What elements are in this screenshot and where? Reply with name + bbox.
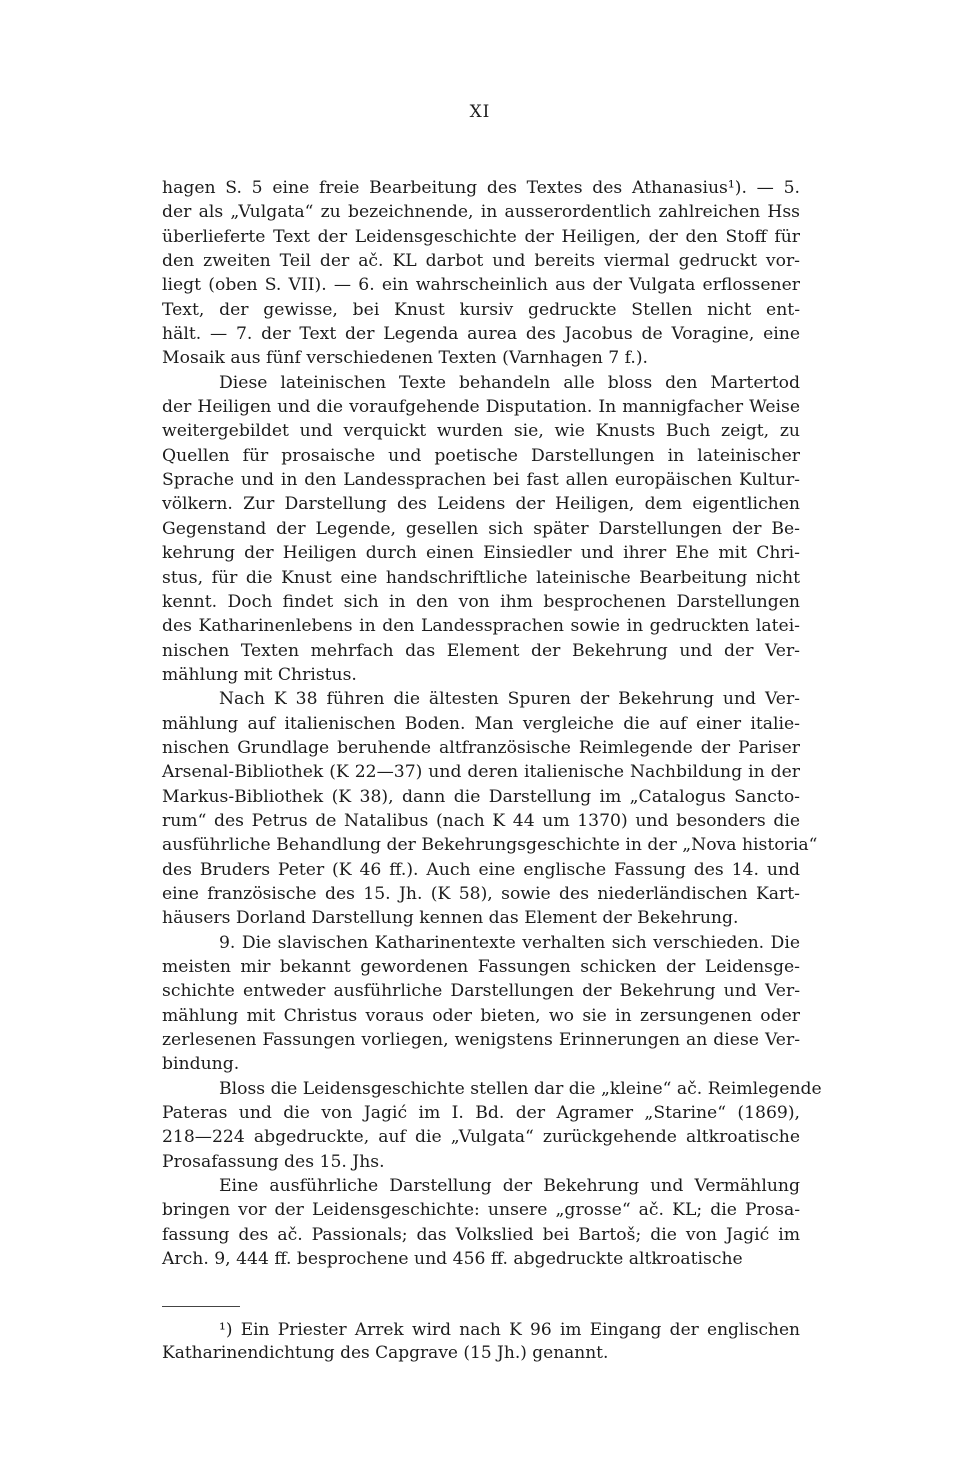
paragraph: [162, 931, 800, 1077]
text-line: Pateras und die von Jagić im I. Bd. der Agramer „Starine“ (1869),: [162, 1103, 800, 1124]
text-line: mählung auf italienischen Boden. Man vergleiche die auf einer italie-: [162, 713, 800, 734]
text-line: Arch. 9, 444 ff. besprochene und 456 ff. abgedruckte altkroatische: [162, 1249, 743, 1270]
text-line: nischen Grundlage beruhende altfranzösische Reimlegende der Pariser: [162, 737, 800, 758]
text-line: völkern. Zur Darstellung des Leidens der Heiligen, dem eigentlichen: [162, 494, 800, 515]
text-line: kennt. Doch findet sich in den von ihm besprochenen Darstellungen: [162, 591, 800, 612]
text-line: zerlesenen Fassungen vorliegen, wenigstens Erinnerungen an diese Ver-: [162, 1030, 800, 1051]
text-line: kehrung der Heiligen durch einen Einsiedler und ihrer Ehe mit Chri-: [162, 543, 800, 564]
text-line: Prosafassung des 15. Jhs.: [162, 1151, 385, 1172]
text-line: Text, der gewisse, bei Knust kursiv gedruckte Stellen nicht ent-: [162, 299, 800, 320]
text-line: eine französische des 15. Jh. (K 58), sowie des niederländischen Kart-: [162, 883, 800, 904]
text-line: der Heiligen und die voraufgehende Disputation. In mannigfacher Weise: [162, 397, 800, 418]
text-line: Bloss die Leidensgeschichte stellen dar die „kleine“ ač. Reimlegende: [219, 1078, 822, 1099]
text-line: 9. Die slavischen Katharinentexte verhalten sich verschieden. Die: [219, 932, 800, 953]
text-line: hagen S. 5 eine freie Bearbeitung des Textes des Athanasius¹). — 5.: [162, 178, 800, 198]
paragraph: [162, 1174, 800, 1271]
footnote: [162, 1319, 800, 1365]
body-text: [162, 176, 822, 1271]
text-line: Arsenal-Bibliothek (K 22—37) und deren italienische Nachbildung in der: [162, 762, 800, 783]
text-line: schichte entweder ausführliche Darstellungen der Bekehrung und Ver-: [162, 981, 800, 1002]
paragraph: [162, 176, 800, 371]
paragraph: [162, 1077, 822, 1174]
text-line: nischen Texten mehrfach das Element der Bekehrung und der Ver-: [162, 640, 800, 661]
text-line: fassung des ač. Passionals; das Volkslied bei Bartoš; die von Jagić im: [162, 1224, 800, 1245]
text-line: mählung mit Christus.: [162, 664, 357, 685]
text-line: liegt (oben S. VII). — 6. ein wahrscheinlich aus der Vulgata erflossener: [162, 275, 800, 296]
footnote-line: ¹) Ein Priester Arrek wird nach K 96 im Eingang der englischen: [219, 1320, 800, 1340]
text-line: häusers Dorland Darstellung kennen das Element der Bekehrung.: [162, 908, 739, 929]
page-number: XI: [469, 102, 491, 122]
footnote-line: Katharinendichtung des Capgrave (15 Jh.) genannt.: [162, 1343, 609, 1363]
text-line: Mosaik aus fünf verschiedenen Texten (Varnhagen 7 f.).: [162, 348, 649, 369]
text-line: bindung.: [162, 1054, 240, 1075]
text-line: mählung mit Christus voraus oder bieten, wo sie in zersungenen oder: [162, 1005, 800, 1026]
text-line: Diese lateinischen Texte behandeln alle bloss den Martertod: [219, 372, 800, 393]
text-line: bringen vor der Leidensgeschichte: unsere „grosse“ ač. KL; die Prosa-: [162, 1200, 800, 1221]
text-line: Eine ausführliche Darstellung der Bekehrung und Vermählung: [219, 1176, 800, 1197]
text-line: hält. — 7. der Text der Legenda aurea des Jacobus de Voragine, eine: [162, 324, 800, 345]
text-line: überlieferte Text der Leidensgeschichte der Heiligen, der den Stoff für: [162, 226, 800, 247]
paragraph: [162, 687, 818, 930]
text-line: Quellen für prosaische und poetische Darstellungen in lateinischer: [162, 445, 800, 466]
text-line: 218—224 abgedruckte, auf die „Vulgata“ zurückgehende altkroatische: [162, 1127, 800, 1148]
footnote-divider: [162, 1306, 240, 1307]
text-line: Sprache und in den Landessprachen bei fast allen europäischen Kultur-: [162, 470, 800, 491]
text-line: des Bruders Peter (K 46 ff.). Auch eine englische Fassung des 14. und: [162, 859, 800, 880]
text-line: rum“ des Petrus de Natalibus (nach K 44 um 1370) und besonders die: [162, 810, 800, 831]
text-line: der als „Vulgata“ zu bezeichnende, in ausserordentlich zahlreichen Hss: [162, 202, 800, 223]
text-line: des Katharinenlebens in den Landessprachen sowie in gedruckten latei-: [162, 616, 800, 637]
text-line: weitergebildet und verquickt wurden sie, wie Knusts Buch zeigt, zu: [162, 421, 800, 442]
text-line: meisten mir bekannt gewordenen Fassungen schicken der Leidensge-: [162, 957, 800, 977]
text-line: ausführliche Behandlung der Bekehrungsgeschichte in der „Nova historia“: [162, 835, 818, 856]
text-line: Nach K 38 führen die ältesten Spuren der Bekehrung und Ver-: [219, 689, 800, 710]
paragraph: [162, 371, 800, 687]
text-line: stus, für die Knust eine handschriftliche lateinische Bearbeitung nicht: [162, 567, 800, 588]
text-line: Markus-Bibliothek (K 38), dann die Darstellung im „Catalogus Sancto-: [162, 786, 800, 807]
text-line: den zweiten Teil der ač. KL darbot und bereits viermal gedruckt vor-: [162, 251, 800, 272]
text-line: Gegenstand der Legende, gesellen sich später Darstellungen der Be-: [162, 518, 800, 539]
